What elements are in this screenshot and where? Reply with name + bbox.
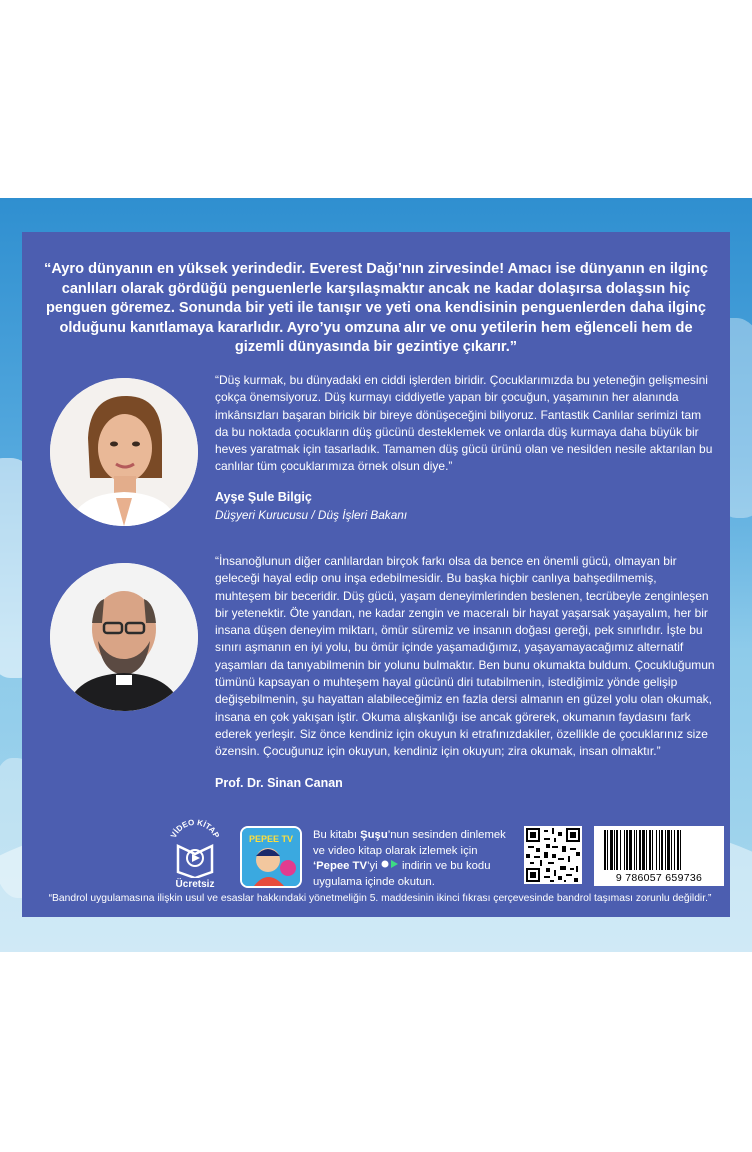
barcode-bar	[656, 830, 657, 870]
sinan-canan-photo	[50, 563, 198, 711]
pepee-logo-text: PEPEE TV	[248, 834, 294, 844]
free-label: Ücretsiz	[175, 879, 215, 890]
author-role-ayse: Düşyeri Kurucusu / Düş İşleri Bakanı	[215, 508, 408, 522]
ayse-sule-bilgic-photo	[50, 378, 198, 526]
book-blurb: “Ayro dünyanın en yüksek yerindedir. Everest Dağı’nın zirvesinde! Amacı ise dünyanın en ilginç canlıları olarak gördüğü penguenlerle karşılaşmaktır ancak ne kadar dolaşırsa dolaşsın hiç penguen göremez. Sonunda bir yeti ile tanışır ve yeti ona kendisinin penguenlerden daha ilginç olduğunu kanıtlamaya kararlıdır. Ayro’yu omzuna alır ve onu yetilerin hem eğlenceli hem de gizemli dünyasında bir gezintiye çıkarır.”	[44, 261, 708, 355]
barcode-bar	[624, 830, 625, 870]
promo-text: ve video kitap olarak izlemek için	[313, 844, 478, 857]
video-book-badge	[164, 816, 226, 890]
barcode-bar	[616, 830, 618, 870]
video-book-label: VİDEO KİTAP	[168, 817, 222, 840]
promo-text: uygulama içinde okutun.	[313, 875, 435, 888]
promo-text-bold: ‘Pepee TV	[313, 860, 367, 872]
promo-text: Bu kitabı	[313, 829, 361, 841]
author-name-ayse: Ayşe Şule Bilgiç	[215, 490, 312, 504]
pepee-tv-promo	[313, 828, 523, 890]
barcode-bar	[614, 830, 615, 870]
app-store-icons	[381, 859, 399, 869]
barcode-bar	[639, 830, 641, 870]
quote-sinan-canan: “İnsanoğlunun diğer canlılardan birçok farkı olsa da bence en önemli gücü, olmayan bir geleceği hayal edip onu inşa edebilmesidir. Bu başka hiçbir canlıya bahşedilmemiş, muhteşem bir beceridir. Düş gücü, yaşam deneyimlerinden beslenen, tecrübeyle zenginleşen bir yetenektir. Öte yandan, ne kadar zengin ve maceralı bir hayat yaşarsak yaşayalım, her bir insana düşen deneyim miktarı, ömür süremiz ve insanın doğası gereği, pek sınırlıdır. İşte bu sınırı aşmanın en iyi yolu, bu ömür içinde yaşamadığımız, yaşayamayacağımız alternatif yaşamları da tanıyabilmenin bir yolunu bulmaktır. Ben bunu okumakta buldum. Çocukluğumun tümünü kapsayan o muhteşem hayal gücünü diri tutabilmenin, istediğimiz yönde gelişip değişebilmenin, şu hayattan alabileceğimiz en fazla dersi almanın en güzel yolu olan okumak, insana en çok yakışan iştir. Okuma alışkanlığı ise ancak görerek, okumanın faydasını fark ederek yerleşir. Siz önce kendiniz için okuyun ki etrafınızdakiler, özellikle de çocuklarınız size özensin. Çocuğunuz için okuyun, kendiniz için okuyun; zira okumak, insan olmaktır.”	[215, 554, 715, 759]
barcode-bar	[634, 830, 635, 870]
isbn-digits: 9 786057 659736	[615, 872, 703, 884]
promo-text: indirin ve bu kodu	[398, 860, 491, 872]
barcode-bar	[607, 830, 608, 870]
promo-text-bold: Şuşu	[360, 829, 388, 841]
barcode-bar	[667, 830, 670, 870]
barcode-bar	[626, 830, 628, 870]
pepee-tv-logo	[240, 826, 302, 888]
barcode-bar	[636, 830, 637, 870]
barcode-bar	[629, 830, 632, 870]
barcode-bar	[604, 830, 606, 870]
barcode-bar	[677, 830, 679, 870]
qr-code	[524, 826, 582, 884]
promo-text: ’nun sesinden dinlemek	[387, 829, 506, 841]
barcode-bar	[642, 830, 645, 870]
video-book-icon	[164, 816, 226, 878]
promo-text: ’yi	[367, 860, 378, 872]
barcode-bar	[652, 830, 653, 870]
bandrol-notice: “Bandrol uygulamasına ilişkin usul ve esaslar hakkındaki yönetmeliğin 5. maddesinin ikinci fıkrası çerçevesinde bandrol taşıması zorunlu değildir.”	[48, 893, 712, 904]
author-name-sinan: Prof. Dr. Sinan Canan	[215, 776, 343, 790]
barcode-bar	[610, 830, 613, 870]
barcode-bar	[620, 830, 621, 870]
barcode-bar	[646, 830, 647, 870]
barcode-bar	[659, 830, 660, 870]
quote-ayse-sule-bilgic: “Düş kurmak, bu dünyadaki en ciddi işlerden biridir. Çocuklarımızda bu yeteneğin gelişmesini çokça önemsiyoruz. Düş kurmayı ciddiyetle yapan bir çocuğun, yaşamının her alanında imkânsızları başaran biricik bir bireye dönüşeceğini biliyoruz. Fantastik Canlılar serimizi tam da bu noktada çocukların düş gücünü desteklemek ve onlarda düş kurmaya daha büyük bir heves yaratmak için tasarladık. Tamamen düş gücü ürünü olan ve nesilden nesile aktarılan bu canlılar tüm çocuklarımıza örnek olsun diye.”	[215, 373, 713, 474]
barcode-bar	[680, 830, 681, 870]
barcode-bar	[671, 830, 672, 870]
barcode-bar	[665, 830, 666, 870]
barcode-bar	[661, 830, 663, 870]
barcode-bar	[674, 830, 675, 870]
isbn-barcode	[594, 826, 724, 886]
barcode-bars	[594, 826, 724, 872]
barcode-bar	[649, 830, 651, 870]
svg-text:VİDEO KİTAP	[169, 818, 221, 840]
